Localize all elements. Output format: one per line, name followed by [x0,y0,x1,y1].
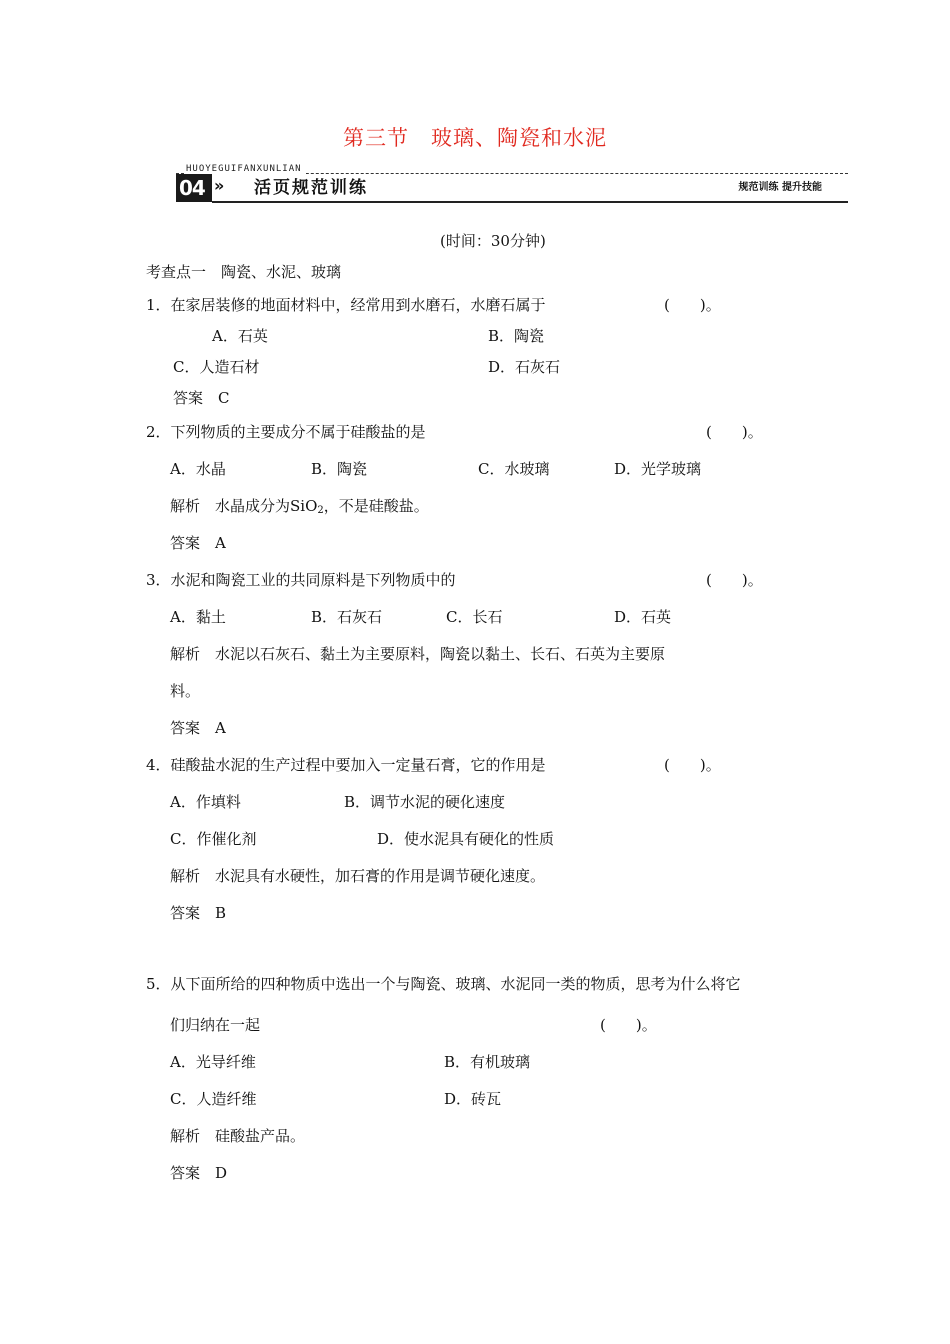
q5-answer: 答案 D [170,1164,228,1182]
q4-answer: 答案 B [170,904,227,922]
q4-option-c: C．作催化剂 [170,830,257,848]
q5-stem-line1: 5．从下面所给的四种物质中选出一个与陶瓷、玻璃、水泥同一类的物质，思考为什么将它 [146,975,741,993]
q4-stem: 4．硅酸盐水泥的生产过程中要加入一定量石膏，它的作用是 [146,756,546,774]
q2-option-b: B．陶瓷 [311,460,368,478]
time-note: (时间：30分钟) [440,232,546,250]
banner-label: 活页规范训练 [254,178,368,198]
q5-analysis: 解析 硅酸盐产品。 [170,1127,306,1145]
q5-option-c: C．人造纤维 [170,1090,257,1108]
q2-blank: ( )。 [706,423,763,441]
q3-analysis-line2: 料。 [170,682,201,700]
banner-number: 04 [179,176,205,200]
section-banner [176,164,848,206]
banner-slogan: 规范训练 提升技能 [738,182,822,193]
q4-analysis: 解析 水泥具有水硬性，加石膏的作用是调节硬化速度。 [170,867,546,885]
q2-analysis-text-end: ，不是硅酸盐。 [323,497,429,515]
q1-option-a: A．石英 [212,327,268,345]
q3-analysis-line1: 解析 水泥以石灰石、黏土为主要原料，陶瓷以黏土、长石、石英为主要原 [170,645,666,663]
q2-option-c: C．水玻璃 [478,460,550,478]
q2-analysis-text: 解析 水晶成分为SiO [170,497,318,515]
q4-option-a: A．作填料 [170,793,241,811]
q1-option-d: D．石灰石 [488,358,561,376]
q1-answer: 答案 C [173,389,230,407]
q4-blank: ( )。 [664,756,721,774]
banner-underline [212,201,848,203]
q3-option-c: C．长石 [446,608,503,626]
q2-stem: 2．下列物质的主要成分不属于硅酸盐的是 [146,423,426,441]
q4-option-b: B．调节水泥的硬化速度 [344,793,506,811]
q2-answer: 答案 A [170,534,226,552]
q3-option-a: A．黏土 [170,608,226,626]
q2-option-d: D．光学玻璃 [614,460,702,478]
banner-pinyin: HUOYEGUIFANXUNLIAN [186,164,306,174]
q2-analysis [170,496,429,516]
q5-blank: ( )。 [600,1016,657,1034]
q1-stem: 1．在家居装修的地面材料中，经常用到水磨石，水磨石属于 [146,296,546,314]
q2-option-a: A．水晶 [170,460,226,478]
double-chevron-icon: » [214,176,225,195]
q3-option-b: B．石灰石 [311,608,383,626]
q3-stem: 3．水泥和陶瓷工业的共同原料是下列物质中的 [146,571,456,589]
q3-blank: ( )。 [706,571,763,589]
q2-analysis-subscript: 2 [317,505,324,516]
q1-option-c: C．人造石材 [173,358,260,376]
q4-option-d: D．使水泥具有硬化的性质 [377,830,555,848]
q5-option-b: B．有机玻璃 [444,1053,531,1071]
q5-option-d: D．砖瓦 [444,1090,502,1108]
q1-option-b: B．陶瓷 [488,327,545,345]
page-title: 第三节 玻璃、陶瓷和水泥 [343,126,607,150]
q3-option-d: D．石英 [614,608,672,626]
q5-stem-line2: 们归纳在一起 [170,1016,261,1034]
q1-blank: ( )。 [664,296,721,314]
q3-answer: 答案 A [170,719,226,737]
q5-option-a: A．光导纤维 [170,1053,256,1071]
section-heading: 考查点一 陶瓷、水泥、玻璃 [146,263,342,281]
